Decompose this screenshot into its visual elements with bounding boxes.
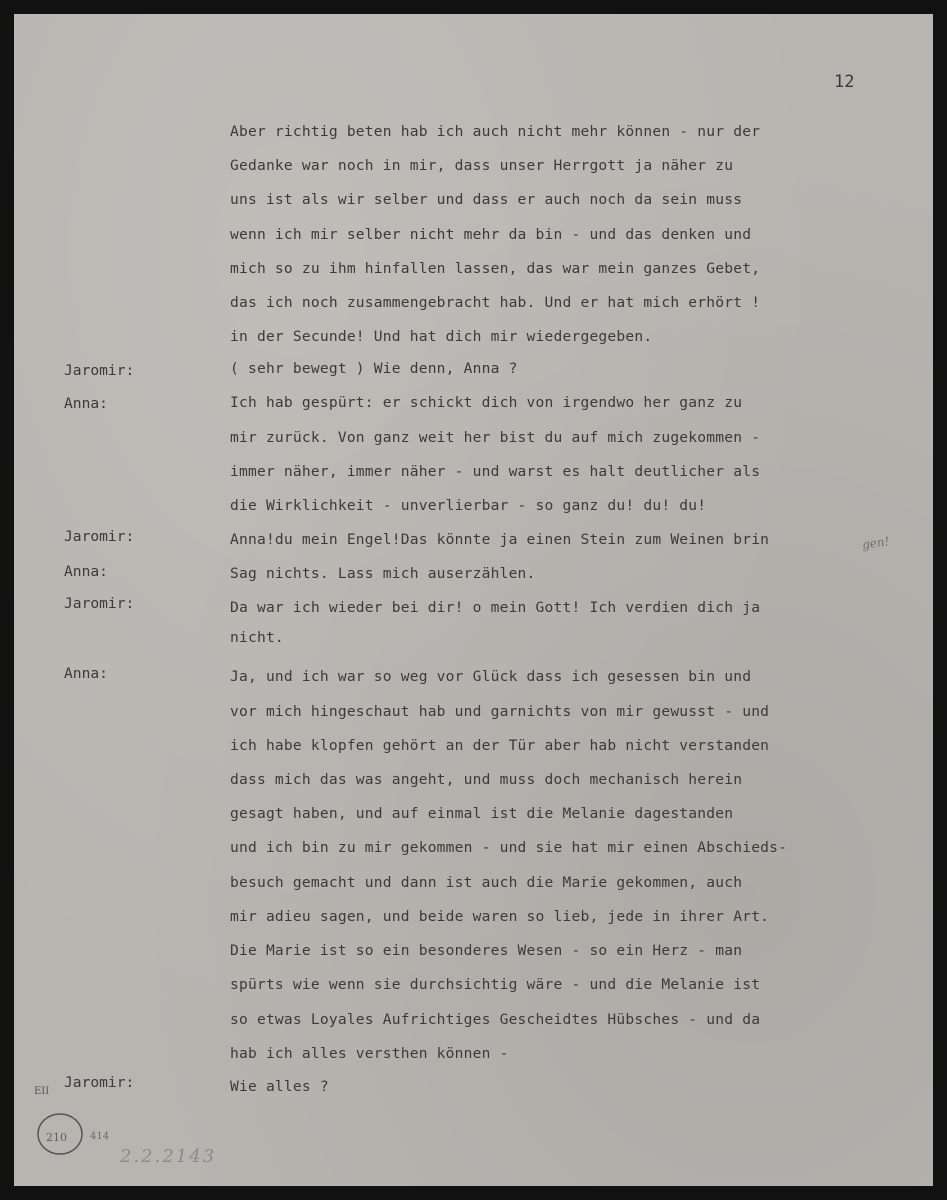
speaker-label: Jaromir:: [64, 528, 135, 545]
speaker-label: Jaromir:: [64, 1074, 135, 1091]
dialogue-line: Ich hab gespürt: er schickt dich von irgendwo her ganz zu: [230, 394, 743, 411]
dialogue-line: spürts wie wenn sie durchsichtig wäre - und die Melanie ist: [230, 976, 761, 993]
speaker-label: Jaromir:: [64, 362, 135, 379]
dialogue-line: ( sehr bewegt ) Wie denn, Anna ?: [230, 360, 518, 377]
dialogue-line: immer näher, immer näher - und warst es halt deutlicher als: [230, 463, 761, 480]
dialogue-line: Gedanke war noch in mir, dass unser Herrgott ja näher zu: [230, 157, 734, 174]
dialogue-line: Aber richtig beten hab ich auch nicht mehr können - nur der: [230, 123, 761, 140]
dialogue-line: Ja, und ich war so weg vor Glück dass ich gesessen bin und: [230, 668, 752, 685]
dialogue-line: gesagt haben, und auf einmal ist die Melanie dagestanden: [230, 805, 734, 822]
dialogue-line: Die Marie ist so ein besonderes Wesen - so ein Herz - man: [230, 942, 743, 959]
dialogue-line: hab ich alles versthen können -: [230, 1045, 509, 1062]
archive-signature: 2.2.2143: [120, 1146, 217, 1167]
speaker-label: Anna:: [64, 665, 108, 682]
dialogue-line: vor mich hingeschaut hab und garnichts von mir gewusst - und: [230, 703, 770, 720]
dialogue-line: Da war ich wieder bei dir! o mein Gott! Ich verdien dich ja: [230, 599, 761, 616]
dialogue-line: in der Secunde! Und hat dich mir wiedergegeben.: [230, 328, 653, 345]
dialogue-line: dass mich das was angeht, und muss doch mechanisch herein: [230, 771, 743, 788]
dialogue-line: und ich bin zu mir gekommen - und sie hat mir einen Abschieds-: [230, 839, 788, 856]
dialogue-line: das ich noch zusammengebracht hab. Und er hat mich erhört !: [230, 294, 761, 311]
page-number: 12: [834, 72, 855, 92]
dialogue-line: besuch gemacht und dann ist auch die Marie gekommen, auch: [230, 874, 743, 891]
dialogue-line: nicht.: [230, 629, 284, 646]
dialogue-line: mir zurück. Von ganz weit her bist du auf mich zugekommen -: [230, 429, 761, 446]
speaker-label: Jaromir:: [64, 595, 135, 612]
speaker-label: Anna:: [64, 563, 108, 580]
dialogue-line: wenn ich mir selber nicht mehr da bin - und das denken und: [230, 226, 752, 243]
handwritten-margin-note: gen!: [861, 534, 891, 552]
dialogue-line: Anna!du mein Engel!Das könnte ja einen Stein zum Weinen brin: [230, 531, 770, 548]
archive-side-mark: 414: [90, 1131, 110, 1142]
archive-label: EII: [34, 1086, 50, 1097]
dialogue-line: uns ist als wir selber und dass er auch noch da sein muss: [230, 191, 743, 208]
dialogue-line: mich so zu ihm hinfallen lassen, das war mein ganzes Gebet,: [230, 260, 761, 277]
dialogue-line: Sag nichts. Lass mich auserzählen.: [230, 565, 536, 582]
dialogue-line: so etwas Loyales Aufrichtiges Gescheidtes Hübsches - und da: [230, 1011, 761, 1028]
speaker-label: Anna:: [64, 395, 108, 412]
dialogue-line: die Wirklichkeit - unverlierbar - so ganz du! du! du!: [230, 497, 707, 514]
dialogue-line: mir adieu sagen, und beide waren so lieb, jede in ihrer Art.: [230, 908, 770, 925]
archive-stamp-number: 210: [46, 1131, 67, 1144]
dialogue-line: ich habe klopfen gehört an der Tür aber hab nicht verstanden: [230, 737, 770, 754]
dialogue-line: Wie alles ?: [230, 1078, 329, 1095]
